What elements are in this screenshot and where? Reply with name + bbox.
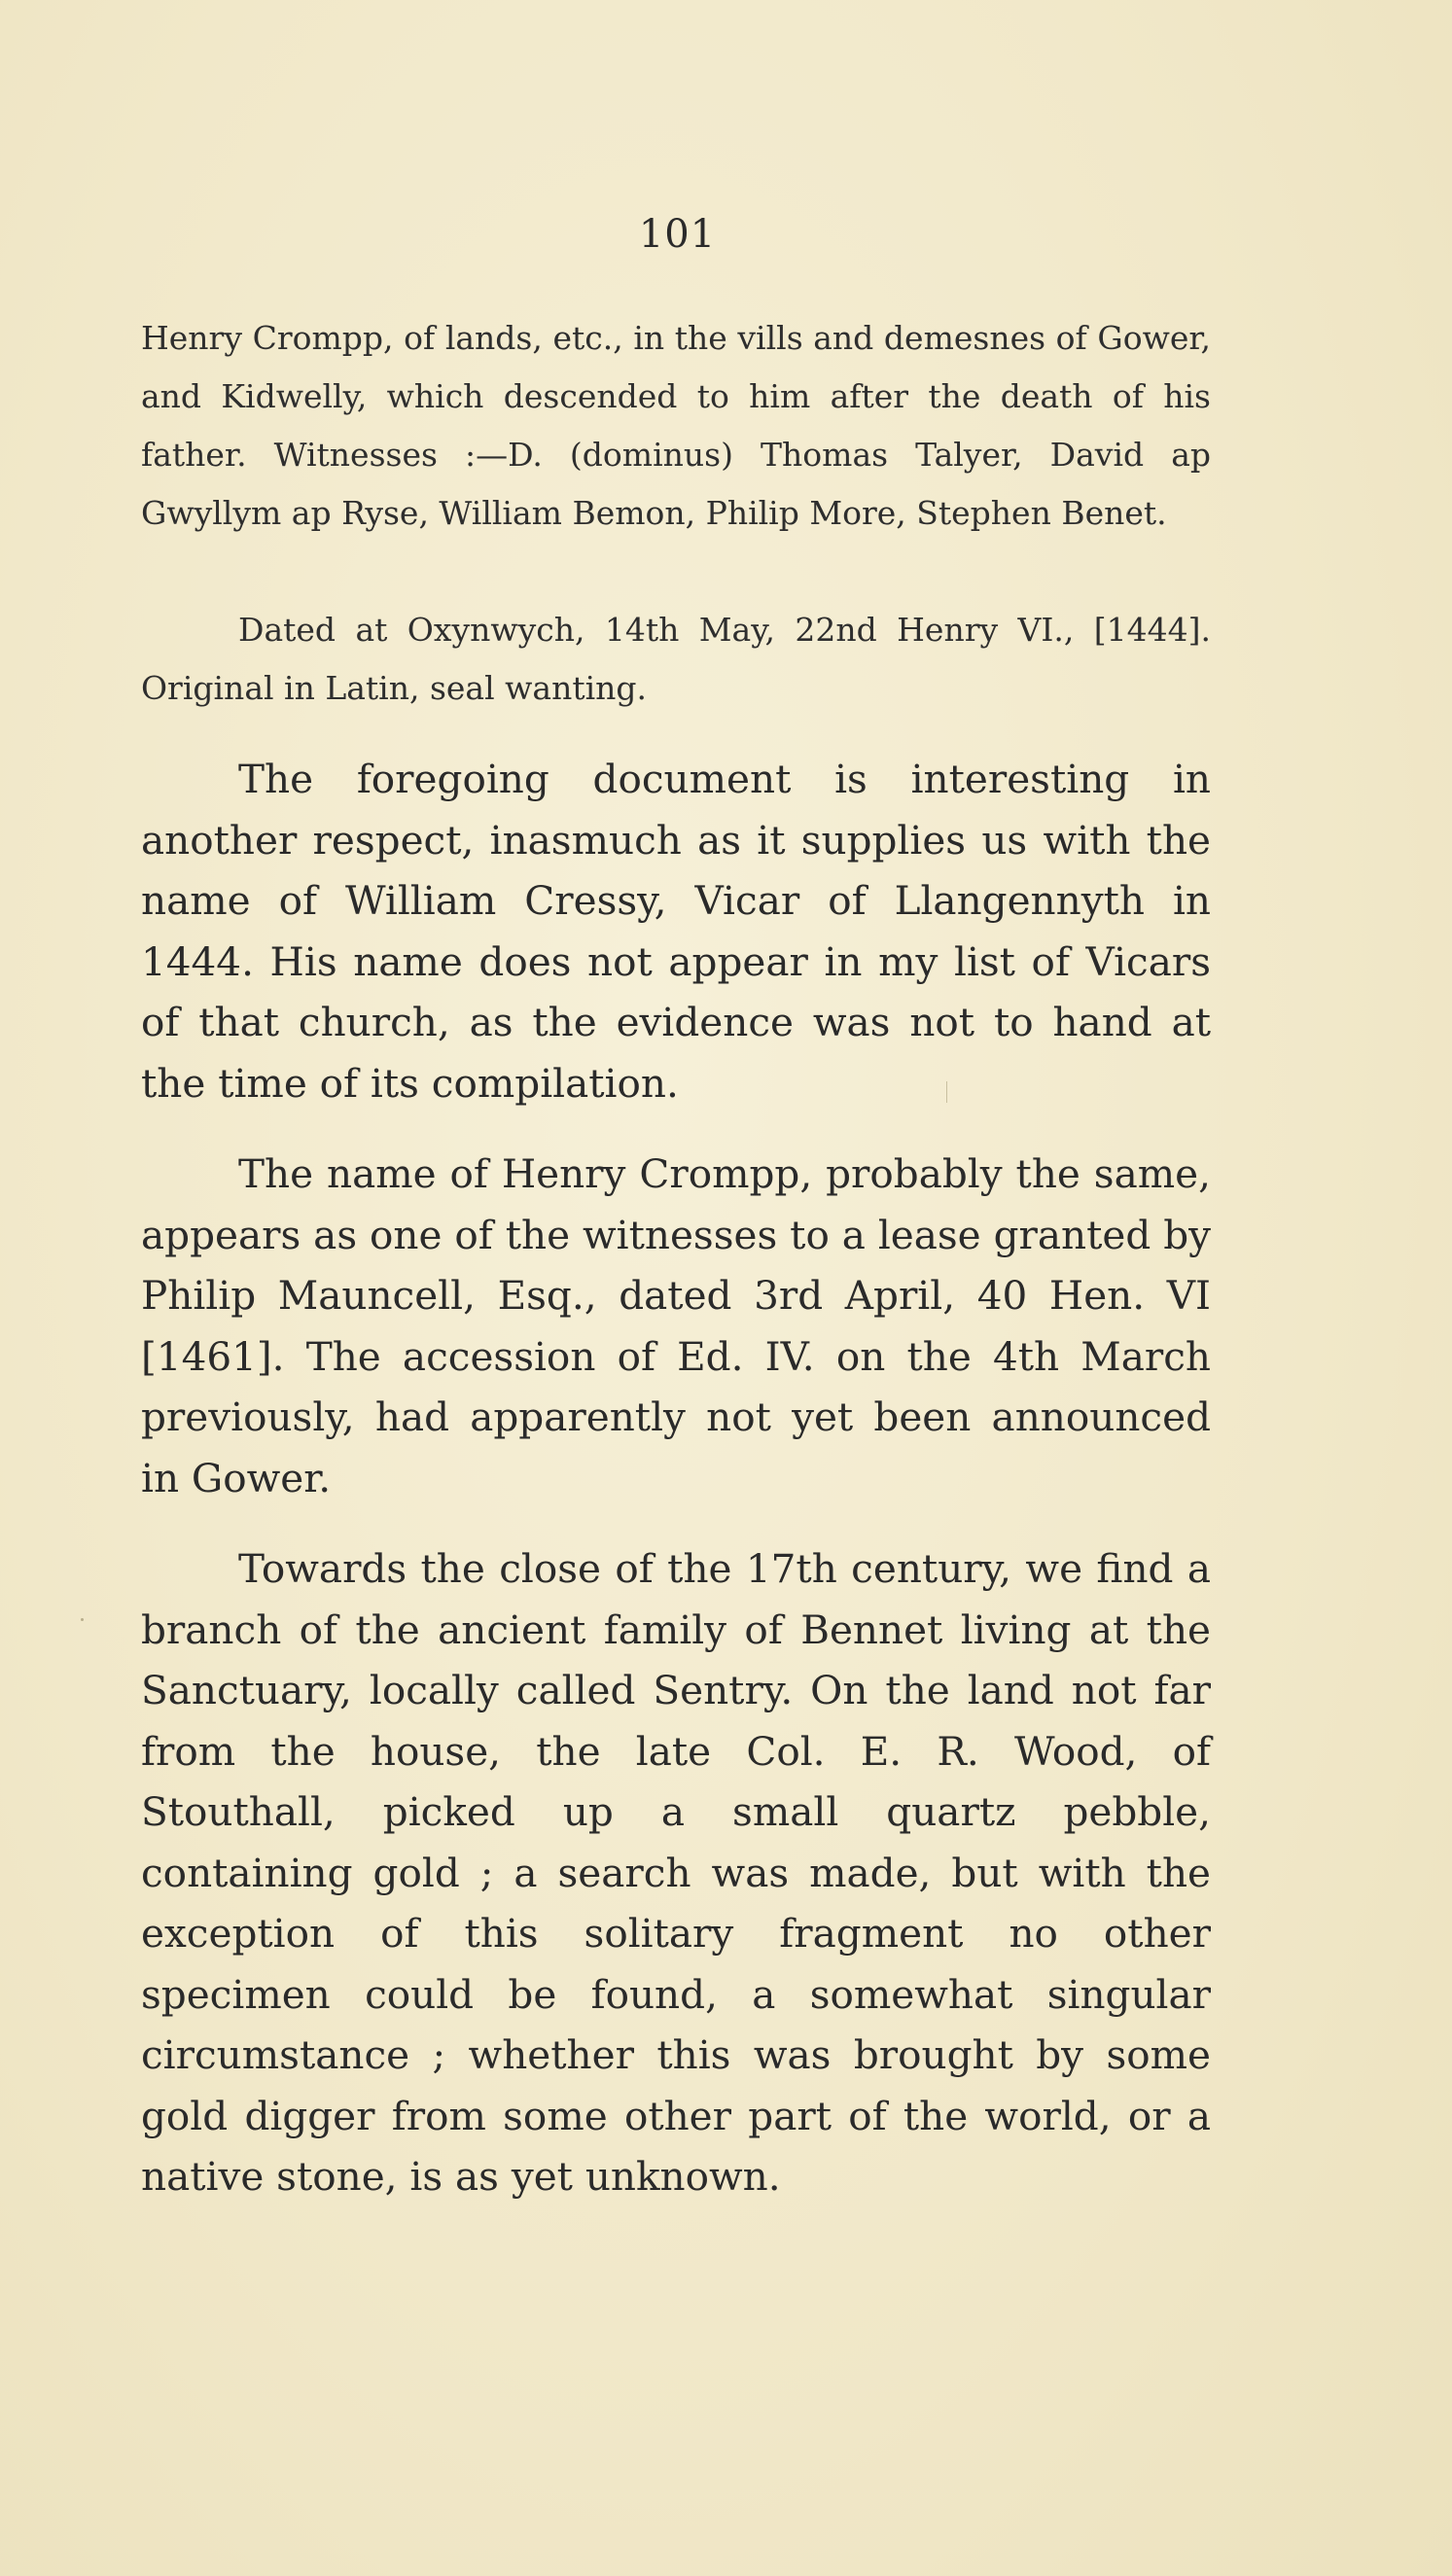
paragraph-text: The name of Henry Crompp, probably the same, appears as one of the witnesses to a lease granted by Philip Mauncell, Esq., dated 3rd April, 40 Hen. VI [1461]. The accession of Ed. IV. on the 4th March previously, had apparently not yet been announced in Gower. <box>141 1150 1211 1501</box>
paragraph-foregoing-document <box>141 749 1211 1113</box>
paper-mark <box>946 1081 947 1103</box>
paragraph-henry-crompp <box>141 1144 1211 1508</box>
deed-text: Henry Crompp, of lands, etc., in the vills and demesnes of Gower, and Kidwelly, which descended to him after the death of his father. Witnesses :—D. (dominus) Thomas Talyer, David ap Gwyllym ap Ryse, William Bemon, Philip More, Stephen Benet. <box>141 319 1211 532</box>
deed-abstract <box>141 309 1211 543</box>
deed-dating <box>141 601 1211 718</box>
paragraph-text: Towards the close of the 17th century, we find a branch of the ancient family of Bennet living at the Sanctuary, locally called Sentry. On the land not far from the house, the late Col. E. R. Wood, of Stouthall, picked up a small quartz pebble, containing gold ; a search was made, but with the exception of this solitary fragment no other specimen could be found, a somewhat singular circumstance ; whether this was brought by some gold digger from some other part of the world, or a native stone, is as yet unknown. <box>141 1545 1211 2200</box>
paragraph-text: The foregoing document is interesting in another respect, inasmuch as it supplies us with the name of William Cressy, Vicar of Llangennyth in 1444. His name does not appear in my list of Vicars of that church, as the evidence was not to hand at the time of its compilation. <box>141 756 1211 1107</box>
paragraph-bennet-family <box>141 1538 1211 2207</box>
page-number: 101 <box>638 212 717 257</box>
paper-speck <box>81 1618 84 1621</box>
deed-dated-line: Dated at Oxynwych, 14th May, 22nd Henry VI., [1444]. Original in Latin, seal wanting. <box>141 611 1211 707</box>
